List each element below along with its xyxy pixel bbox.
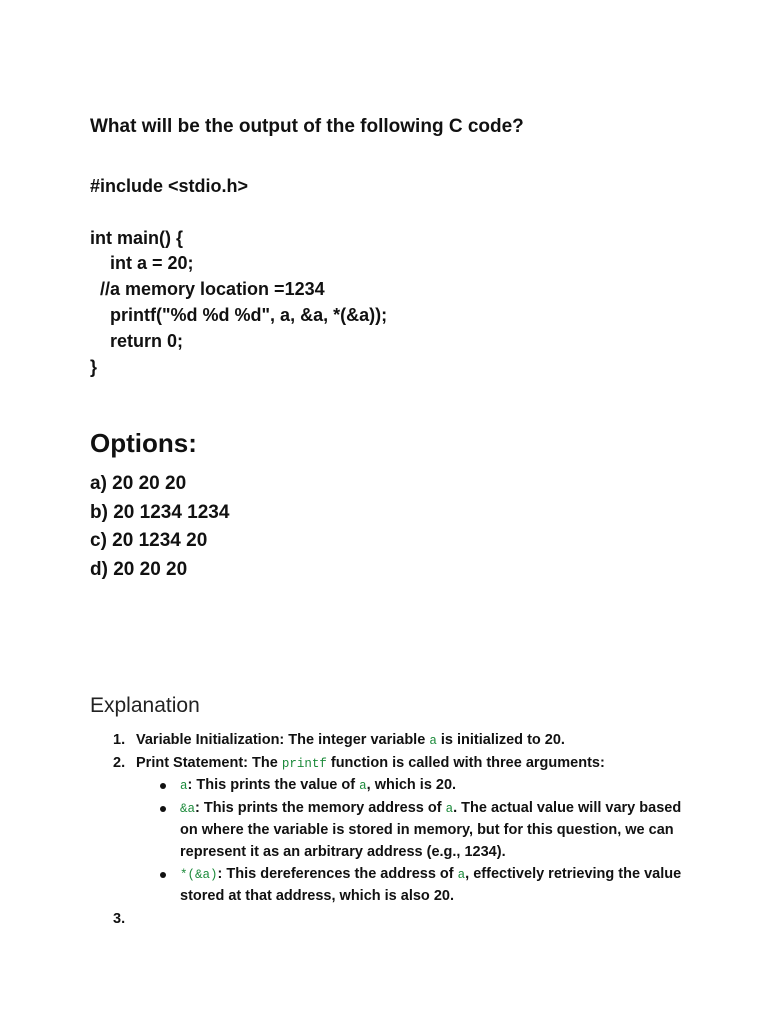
bullet-dot-icon: [160, 872, 166, 878]
bullet-text: : This prints the memory address of: [195, 799, 446, 816]
bullet-text: . The actual value will vary based on where the variable is stored in memory, but for this question, we can represent it as an arbitrary address (e.g., 1234).: [180, 799, 682, 860]
code-line-blank: [90, 200, 387, 226]
option-d: d) 20 20 20: [90, 559, 188, 581]
options-heading: Options:: [90, 428, 197, 458]
inline-code: a: [429, 734, 437, 748]
inline-code: &a: [180, 801, 196, 816]
inline-code: a: [457, 867, 466, 882]
option-a: a) 20 20 20: [90, 473, 187, 494]
option-c: c) 20 1234 20: [90, 530, 208, 552]
bullet-dot-icon: [160, 806, 166, 812]
step-text: Variable Initialization: The integer variable: [136, 732, 430, 748]
step-number: 3.: [113, 910, 126, 927]
inline-code: *(&a): [180, 867, 218, 882]
question-heading: What will be the output of the following C code?: [90, 116, 524, 137]
step-item: [90, 909, 690, 931]
step-item: [90, 753, 690, 908]
explanation-steps: [90, 730, 690, 930]
inline-code: printf: [281, 756, 327, 771]
step-item: [90, 730, 690, 753]
code-block: [90, 174, 387, 380]
bullet-item: [136, 864, 700, 908]
bullet-text: : This dereferences the address of: [217, 865, 458, 882]
bullet-text: , effectively retrieving the value stored at that address, which is also 20.: [180, 865, 682, 905]
code-line: //a memory location =1234: [90, 279, 325, 300]
options-list: [90, 470, 229, 585]
explanation-heading: Explanation: [90, 694, 200, 717]
code-line: int a = 20;: [90, 253, 194, 274]
inline-code: a: [180, 779, 188, 794]
step-text: is initialized to 20.: [436, 732, 565, 748]
code-line: }: [90, 356, 98, 377]
bullet-dot-icon: [160, 783, 166, 789]
step-number: 1.: [113, 732, 126, 748]
bullet-text: , which is 20.: [366, 777, 457, 794]
code-line: printf("%d %d %d", a, &a, *(&a));: [90, 304, 388, 325]
step-text: Print Statement: The: [136, 754, 282, 771]
code-line: return 0;: [90, 330, 184, 351]
inline-code: a: [445, 801, 454, 816]
step-text: function is called with three arguments:: [326, 754, 605, 771]
option-b: b) 20 1234 1234: [90, 501, 230, 523]
argument-bullets: [136, 775, 690, 908]
inline-code: a: [359, 779, 367, 794]
code-line: int main() {: [90, 227, 183, 248]
bullet-item: [136, 775, 700, 798]
step-number: 2.: [113, 754, 126, 771]
bullet-item: [136, 798, 700, 864]
code-line: #include <stdio.h>: [90, 176, 249, 196]
bullet-text: : This prints the value of: [187, 777, 360, 794]
